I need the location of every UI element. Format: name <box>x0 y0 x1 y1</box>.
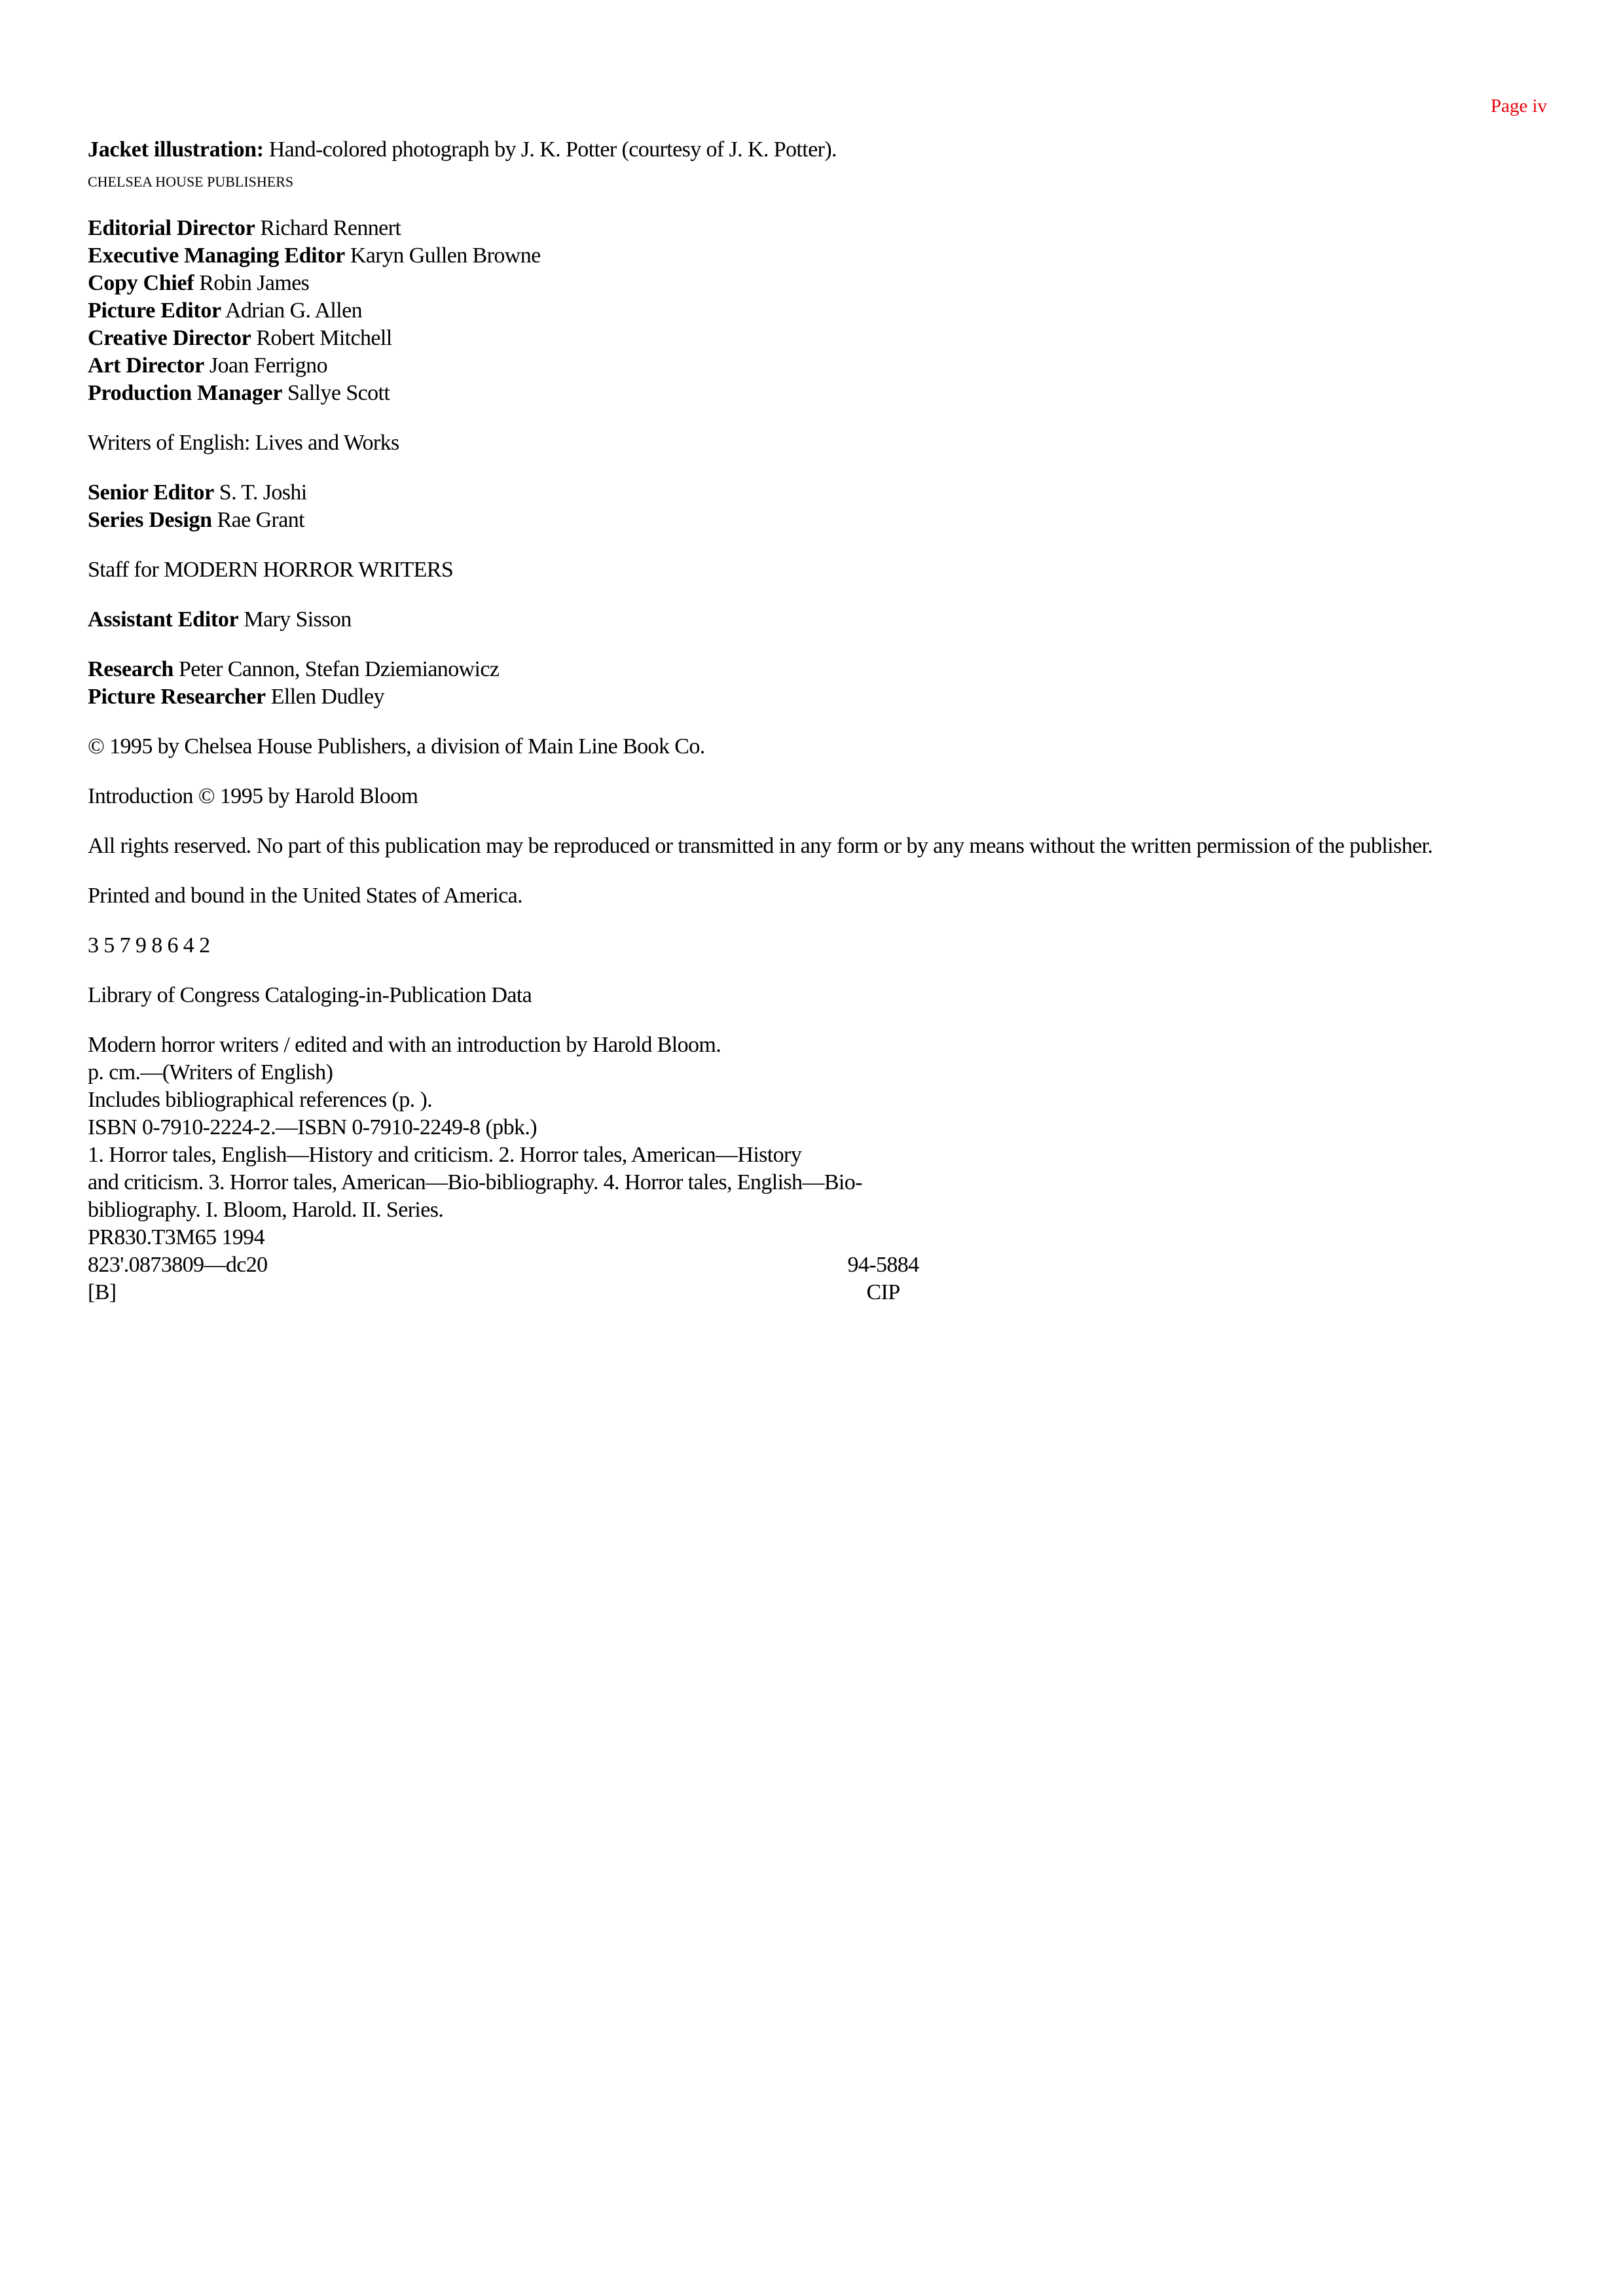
staff-line <box>88 656 1554 683</box>
staff-role: Creative Director <box>88 326 251 350</box>
staff-role: Picture Researcher <box>88 685 266 709</box>
staff-name: Robin James <box>199 271 310 295</box>
staff-name: Mary Sisson <box>244 607 352 632</box>
staff-name: Joan Ferrigno <box>209 353 327 378</box>
copyright-page-content <box>88 136 1554 1306</box>
staff-role: Series Design <box>88 508 212 532</box>
staff-role: Senior Editor <box>88 480 214 505</box>
staff-line <box>88 297 1554 325</box>
staff-name: Robert Mitchell <box>256 326 392 350</box>
cip-data-block <box>88 1031 1554 1306</box>
staff-line <box>88 380 1554 407</box>
cip-line: and criticism. 3. Horror tales, American—Bio-bibliography. 4. Horror tales, English—Bio- <box>88 1170 862 1194</box>
staff-role: Executive Managing Editor <box>88 243 345 268</box>
staff-line <box>88 325 1554 352</box>
staff-role: Research <box>88 657 174 681</box>
printing-number-line: 3 5 7 9 8 6 4 2 <box>88 933 210 958</box>
cip-dewey-number: 823'.0873809—dc20 <box>88 1253 268 1277</box>
staff-line <box>88 507 1554 534</box>
staff-name: Sallye Scott <box>287 381 390 405</box>
jacket-text: Hand-colored photograph by J. K. Potter (courtesy of J. K. Potter). <box>268 137 837 162</box>
cip-line: Includes bibliographical references (p. ). <box>88 1088 433 1112</box>
cip-line: PR830.T3M65 1994 <box>88 1225 264 1249</box>
staff-line <box>88 352 1554 380</box>
jacket-label: Jacket illustration: <box>88 137 264 162</box>
staff-role: Art Director <box>88 353 204 378</box>
staff-name: Adrian G. Allen <box>225 298 363 323</box>
staff-name: Ellen Dudley <box>270 685 384 709</box>
staff-name: Richard Rennert <box>260 216 401 240</box>
publisher-staff-list <box>88 215 1554 407</box>
cip-line: ISBN 0-7910-2224-2.—ISBN 0-7910-2249-8 (pbk.) <box>88 1115 538 1139</box>
staff-name: Rae Grant <box>217 508 304 532</box>
cip-classification-row <box>88 1251 1554 1279</box>
jacket-illustration-credit <box>88 136 1554 164</box>
staff-role: Picture Editor <box>88 298 221 323</box>
cip-label: CIP <box>866 1280 900 1304</box>
staff-name: S. T. Joshi <box>219 480 307 505</box>
staff-role: Copy Chief <box>88 271 194 295</box>
staff-role: Editorial Director <box>88 216 255 240</box>
page-number: Page iv <box>1490 96 1547 117</box>
publisher-heading: CHELSEA HOUSE PUBLISHERS <box>88 173 294 190</box>
staff-line <box>88 242 1554 270</box>
copyright-notice: © 1995 by Chelsea House Publishers, a division of Main Line Book Co. <box>88 734 705 759</box>
cip-line: Modern horror writers / edited and with an introduction by Harold Bloom. <box>88 1033 721 1057</box>
cip-bracket-code: [B] <box>88 1280 117 1304</box>
research-staff-list <box>88 656 1554 711</box>
cip-line: 1. Horror tales, English—History and criticism. 2. Horror tales, American—History <box>88 1143 802 1167</box>
printed-in-notice: Printed and bound in the United States of America. <box>88 884 523 908</box>
cip-line: p. cm.—(Writers of English) <box>88 1060 333 1085</box>
cip-heading: Library of Congress Cataloging-in-Publication Data <box>88 983 532 1007</box>
cip-marker-row <box>88 1279 1554 1306</box>
book-staff-heading: Staff for MODERN HORROR WRITERS <box>88 558 454 582</box>
cip-line: bibliography. I. Bloom, Harold. II. Series. <box>88 1198 444 1222</box>
rights-reserved-notice: All rights reserved. No part of this publication may be reproduced or transmitted in any form or by any means without the written permission of the publisher. <box>88 834 1433 858</box>
staff-line <box>88 683 1554 711</box>
staff-role: Production Manager <box>88 381 283 405</box>
series-staff-list <box>88 479 1554 534</box>
series-title: Writers of English: Lives and Works <box>88 431 399 455</box>
staff-role: Assistant Editor <box>88 607 239 632</box>
introduction-copyright: Introduction © 1995 by Harold Bloom <box>88 784 418 808</box>
staff-line <box>88 270 1554 297</box>
staff-line <box>88 479 1554 507</box>
staff-name: Peter Cannon, Stefan Dziemianowicz <box>178 657 500 681</box>
cip-lccn: 94-5884 <box>847 1253 919 1277</box>
staff-name: Karyn Gullen Browne <box>350 243 541 268</box>
staff-line <box>88 215 1554 242</box>
assistant-editor-line <box>88 606 1554 634</box>
